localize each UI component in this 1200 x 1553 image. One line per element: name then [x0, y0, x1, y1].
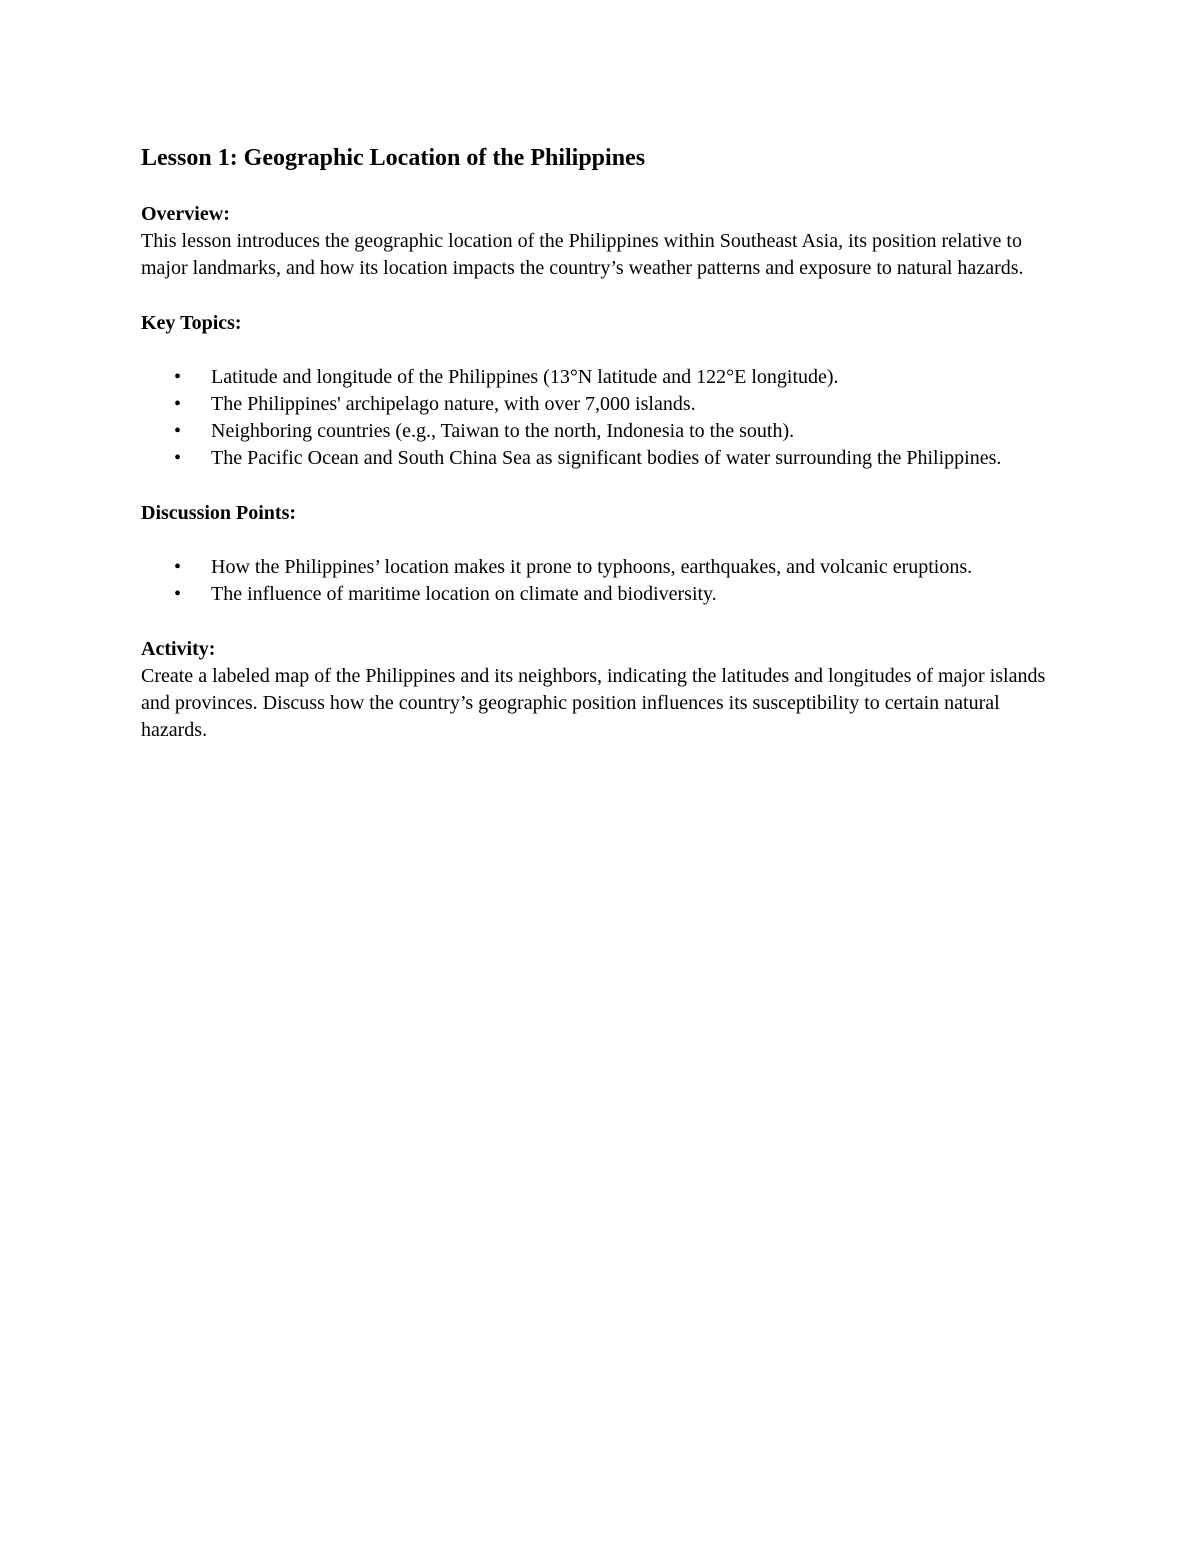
- discussion-points-section: [141, 500, 1061, 608]
- bullet-icon: •: [174, 556, 182, 578]
- spacer: [141, 282, 1061, 310]
- activity-text: Create a labeled map of the Philippines and its neighbors, indicating the latitudes and longitudes of major islands and provinces. Discuss how the country’s geographic position influences its susceptibility to certain natural hazards.: [141, 665, 1046, 741]
- page-title: Lesson 1: Geographic Location of the Philippines: [141, 145, 646, 171]
- list-item: [141, 581, 1061, 608]
- spacer: [141, 527, 1061, 554]
- list-item-text: The Philippines' archipelago nature, with over 7,000 islands.: [211, 393, 696, 415]
- bullet-icon: •: [174, 393, 182, 415]
- activity-section: [141, 636, 1061, 744]
- spacer: [141, 337, 1061, 364]
- key-topics-heading: Key Topics:: [141, 312, 242, 334]
- document-page: [141, 143, 1061, 744]
- activity-heading: Activity:: [141, 638, 216, 660]
- list-item: [141, 391, 1061, 418]
- overview-section: [141, 201, 1061, 282]
- bullet-icon: •: [174, 583, 182, 605]
- list-item-text: The influence of maritime location on climate and biodiversity.: [211, 583, 717, 605]
- key-topics-list: [141, 364, 1061, 472]
- list-item-text: Neighboring countries (e.g., Taiwan to the north, Indonesia to the south).: [211, 420, 795, 442]
- bullet-icon: •: [174, 420, 182, 442]
- discussion-points-list: [141, 554, 1061, 608]
- overview-text: This lesson introduces the geographic location of the Philippines within Southeast Asia, its position relative to major landmarks, and how its location impacts the country’s weather patterns and exposure to natural hazards.: [141, 230, 1024, 279]
- key-topics-section: [141, 310, 1061, 472]
- discussion-points-heading: Discussion Points:: [141, 502, 297, 524]
- list-item: [141, 554, 1061, 581]
- list-item: [141, 418, 1061, 445]
- bullet-icon: •: [174, 366, 182, 388]
- list-item: [141, 364, 1061, 391]
- bullet-icon: •: [174, 447, 182, 469]
- list-item-text: Latitude and longitude of the Philippines (13°N latitude and 122°E longitude).: [211, 366, 839, 388]
- list-item-text: The Pacific Ocean and South China Sea as significant bodies of water surrounding the Philippines.: [211, 447, 1002, 469]
- spacer: [141, 472, 1061, 500]
- overview-heading: Overview:: [141, 203, 230, 225]
- list-item-text: How the Philippines’ location makes it prone to typhoons, earthquakes, and volcanic eruptions.: [211, 556, 973, 578]
- spacer: [141, 608, 1061, 636]
- list-item: [141, 445, 1061, 472]
